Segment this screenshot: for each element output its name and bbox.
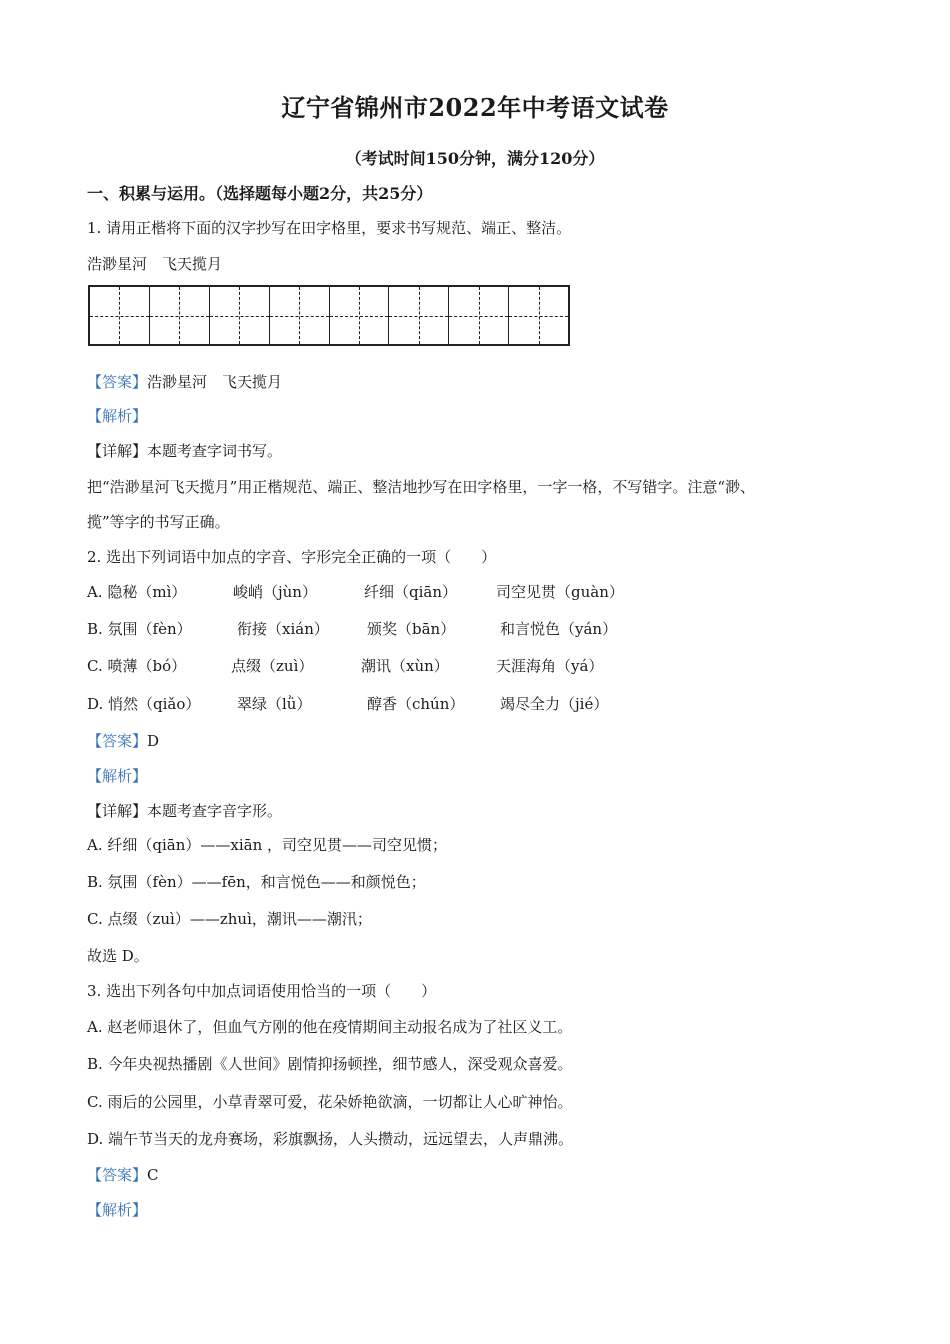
q1-phrase: 浩渺星河 飞天揽月 — [87, 255, 223, 273]
q2-option-d-1: D. 悄然（qiǎo） — [87, 695, 201, 713]
q3-option-c: C. 雨后的公园里，小草青翠可爱，花朵娇艳欲滴，一切都让人心旷神怡。 — [87, 1093, 573, 1111]
q3-option-b: B. 今年央视热播剧《人世间》剧情抑扬顿挫，细节感人，深受观众喜爱。 — [87, 1055, 573, 1073]
q2-option-c-2: 点缀（zuì） — [231, 657, 314, 675]
tianzige-grid — [88, 285, 570, 346]
answer-text: D — [147, 732, 160, 750]
q2-question: 2. 选出下列词语中加点的字音、字形完全正确的一项（ ） — [87, 548, 497, 566]
q2-explain-b: B. 氛围（fèn）——fēn，和言悦色——和颜悦色； — [87, 873, 426, 891]
answer-text: 浩渺星河 飞天揽月 — [147, 373, 283, 391]
q2-option-b-1: B. 氛围（fèn） — [87, 620, 192, 638]
q2-option-c-4: 天涯海角（yá） — [496, 657, 604, 675]
answer-text: C — [147, 1166, 159, 1184]
q3-analysis-tag: 【解析】 — [87, 1201, 148, 1219]
section-heading: 一、积累与运用。（选择题每小题2分，共25分） — [87, 184, 433, 203]
answer-tag: 【答案】 — [87, 373, 148, 391]
grid-cell — [448, 287, 508, 344]
q1-explain-line1: 把“浩渺星河飞天揽月”用正楷规范、端正、整洁地抄写在田字格里，一字一格，不写错字。注意“渺、 — [87, 478, 756, 496]
q2-option-b-3: 颁奖（bān） — [367, 620, 456, 638]
exam-info: （考试时间150分钟，满分120分） — [345, 149, 605, 168]
q2-analysis-tag: 【解析】 — [87, 767, 148, 785]
answer-tag: 【答案】 — [87, 732, 148, 750]
q2-option-a-3: 纤细（qiān） — [364, 583, 458, 601]
q3-answer — [87, 1165, 159, 1185]
q3-question: 3. 选出下列各句中加点词语使用恰当的一项（ ） — [87, 982, 437, 1000]
q1-explain-line2: 揽”等字的书写正确。 — [87, 513, 230, 531]
q2-option-c-3: 潮讯（xùn） — [361, 657, 449, 675]
q2-option-d-3: 醇香（chún） — [367, 695, 465, 713]
q1-analysis-tag: 【解析】 — [87, 407, 148, 425]
q2-conclusion: 故选 D。 — [87, 947, 149, 965]
q2-option-a-4: 司空见贯（guàn） — [496, 583, 624, 601]
page-title: 辽宁省锦州市2022年中考语文试卷 — [281, 93, 669, 122]
grid-cell — [508, 287, 568, 344]
grid-cell — [388, 287, 448, 344]
q1-answer — [87, 372, 282, 392]
detail-text: 本题考查字词书写。 — [147, 442, 283, 460]
q2-option-a-2: 峻峭（jùn） — [233, 583, 317, 601]
q2-option-b-4: 和言悦色（yán） — [500, 620, 618, 638]
detail-tag: 【详解】 — [87, 802, 148, 820]
grid-cell — [90, 287, 149, 344]
q2-detail — [87, 801, 282, 821]
q2-option-a-1: A. 隐秘（mì） — [87, 583, 187, 601]
detail-tag: 【详解】 — [87, 442, 148, 460]
q1-detail — [87, 441, 282, 461]
q3-option-a: A. 赵老师退休了，但血气方刚的他在疫情期间主动报名成为了社区义工。 — [87, 1018, 573, 1036]
detail-text: 本题考查字音字形。 — [147, 802, 283, 820]
q2-answer — [87, 731, 159, 751]
q2-explain-a: A. 纤细（qiān）——xiān ，司空见贯——司空见惯； — [87, 836, 448, 854]
grid-cell — [209, 287, 269, 344]
grid-cell — [149, 287, 209, 344]
q1-question: 1. 请用正楷将下面的汉字抄写在田字格里，要求书写规范、端正、整洁。 — [87, 219, 572, 237]
q2-option-b-2: 衔接（xián） — [237, 620, 329, 638]
q2-option-c-1: C. 喷薄（bó） — [87, 657, 187, 675]
q2-option-d-2: 翠绿（lǜ） — [237, 695, 312, 713]
answer-tag: 【答案】 — [87, 1166, 148, 1184]
q2-option-d-4: 竭尽全力（jié） — [500, 695, 609, 713]
grid-cell — [269, 287, 329, 344]
grid-cell — [329, 287, 389, 344]
q3-option-d: D. 端午节当天的龙舟赛场，彩旗飘扬，人头攒动，远远望去，人声鼎沸。 — [87, 1130, 574, 1148]
q2-explain-c: C. 点缀（zuì）——zhuì，潮讯——潮汛； — [87, 910, 372, 928]
